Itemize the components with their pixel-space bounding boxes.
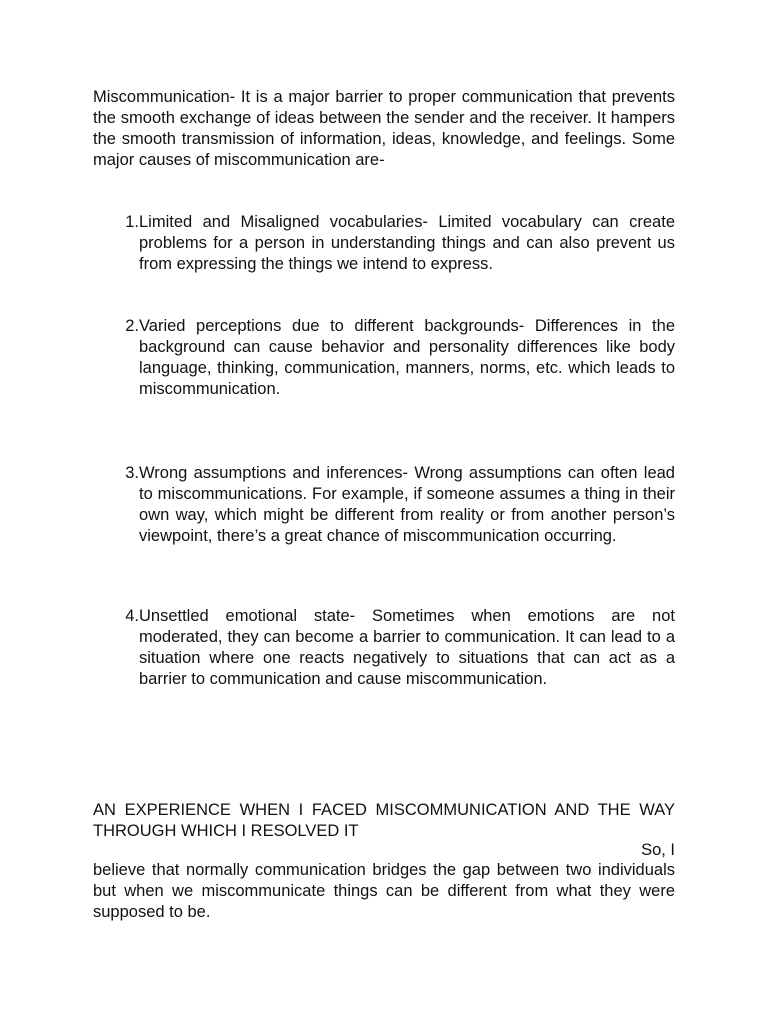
closing-paragraph: believe that normally communication bridges the gap between two individuals but when we miscommunicate things can be different from what they were supposed to be. <box>93 861 675 921</box>
list-number: 1. <box>125 213 139 231</box>
list-number: 4. <box>125 607 139 625</box>
list-number: 3. <box>125 464 139 482</box>
section-heading: AN EXPERIENCE WHEN I FACED MISCOMMUNICATION AND THE WAY THROUGH WHICH I RESOLVED IT <box>93 801 675 840</box>
list-text: Limited and Misaligned vocabularies- Limited vocabulary can create problems for a person in understanding things and can also prevent us from expressing the things we intend to express. <box>139 213 675 273</box>
list-number: 2. <box>125 317 139 335</box>
list-text: Varied perceptions due to different backgrounds- Differences in the background can cause behavior and personality differences like body language, thinking, communication, manners, norms, etc. which leads to miscommunication. <box>139 317 675 398</box>
list-text: Wrong assumptions and inferences- Wrong assumptions can often lead to miscommunications. For example, if someone assumes a thing in their own way, which might be different from reality or from another person’s viewpoint, there’s a great chance of miscommunication occurring. <box>139 464 675 545</box>
intro-paragraph: Miscommunication- It is a major barrier to proper communication that prevents the smooth exchange of ideas between the sender and the receiver. It hampers the smooth transmission of information, ideas, knowledge, and feelings. Some major causes of miscommunication are- <box>93 88 675 169</box>
list-text: Unsettled emotional state- Sometimes when emotions are not moderated, they can become a barrier to communication. It can lead to a situation where one reacts negatively to situations that can act as a barrier to communication and cause miscommunication. <box>139 607 675 688</box>
closing-lead-text: So, I <box>641 841 675 859</box>
